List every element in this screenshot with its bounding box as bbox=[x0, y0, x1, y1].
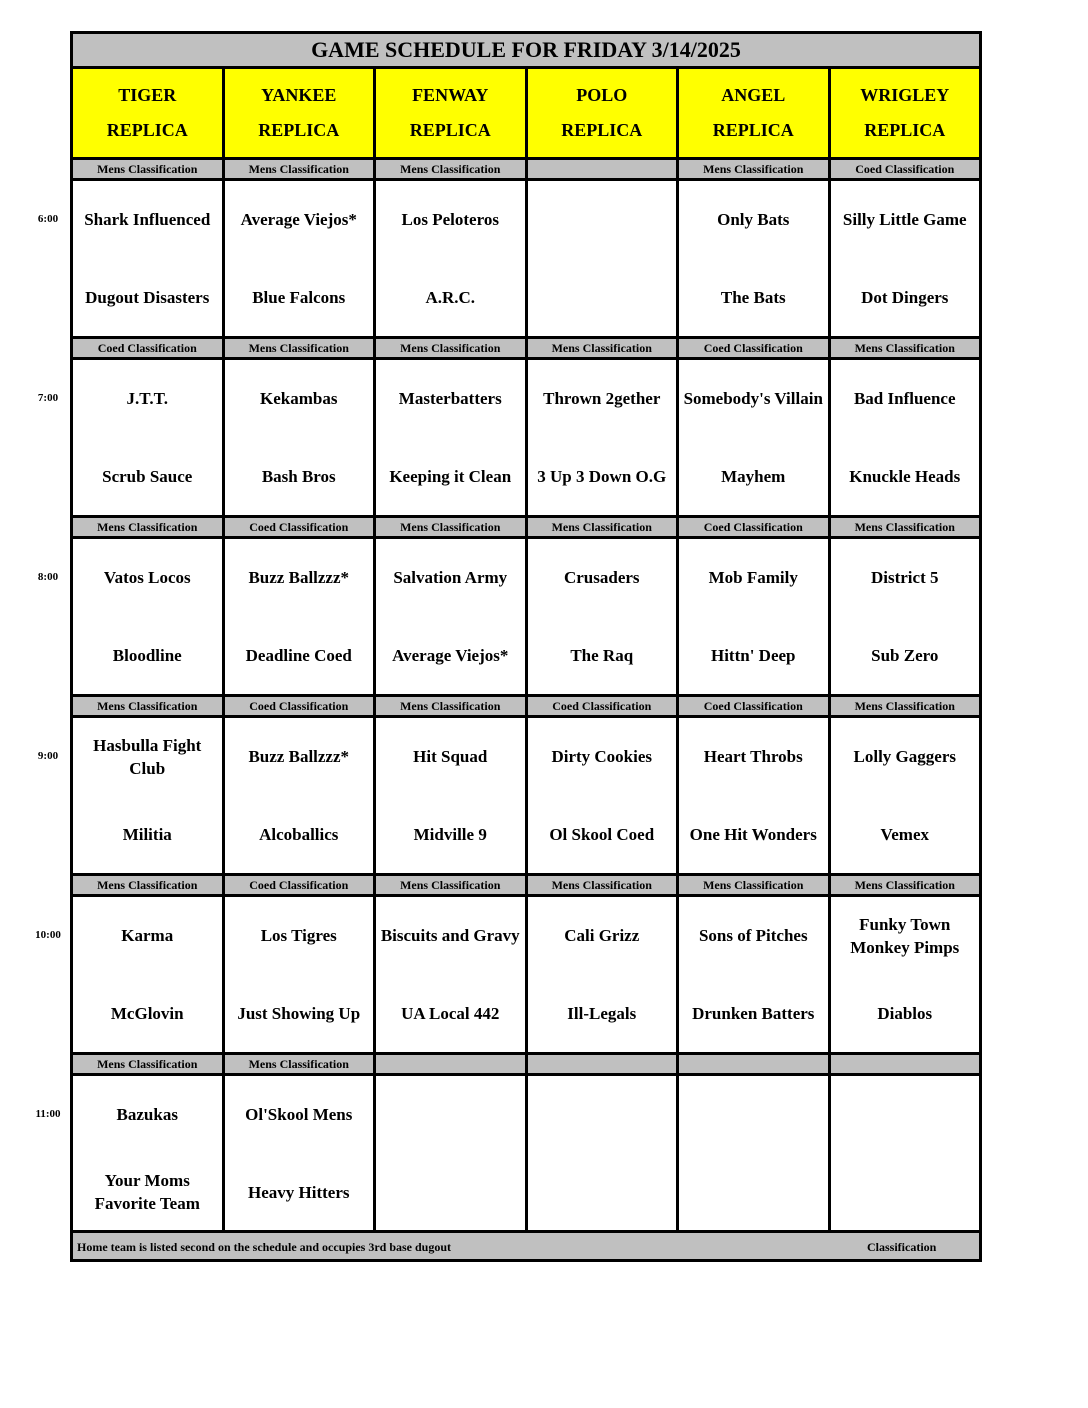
classification-cell: Coed Classification bbox=[225, 697, 377, 715]
time-label: 8:00 bbox=[37, 571, 59, 583]
home-team bbox=[528, 1154, 677, 1232]
game-cell bbox=[73, 897, 225, 1052]
time-label: 6:00 bbox=[37, 213, 59, 225]
classification-cell: Mens Classification bbox=[73, 160, 225, 178]
field-header bbox=[73, 69, 225, 157]
away-team bbox=[679, 1076, 828, 1154]
classification-cell: Mens Classification bbox=[73, 697, 225, 715]
classification-row bbox=[73, 515, 979, 539]
classification-cell bbox=[679, 1055, 831, 1073]
away-team bbox=[528, 181, 677, 259]
games-row bbox=[73, 718, 979, 873]
field-header bbox=[376, 69, 528, 157]
time-slot-block bbox=[73, 157, 979, 336]
away-team: Los Tigres bbox=[260, 926, 337, 946]
home-team bbox=[528, 259, 677, 337]
away-team: Biscuits and Gravy bbox=[380, 926, 520, 946]
game-cell bbox=[528, 1076, 680, 1231]
game-cell bbox=[528, 360, 680, 515]
home-team: Bash Bros bbox=[261, 466, 336, 486]
classification-cell: Mens Classification bbox=[225, 160, 377, 178]
away-team: Ol'Skool Mens bbox=[245, 1105, 353, 1125]
home-team: The Bats bbox=[720, 287, 786, 307]
home-team: Deadline Coed bbox=[245, 645, 352, 665]
field-sub: REPLICA bbox=[712, 120, 794, 140]
away-team bbox=[528, 1076, 677, 1154]
classification-cell: Mens Classification bbox=[831, 697, 980, 715]
away-team: Los Peloteros bbox=[401, 210, 499, 230]
home-team: Ill-Legals bbox=[567, 1003, 637, 1023]
away-team: Bad Influence bbox=[853, 389, 956, 409]
home-team: Alcoballics bbox=[259, 824, 339, 844]
away-team: District 5 bbox=[870, 568, 939, 588]
time-slot-block bbox=[73, 336, 979, 515]
game-cell bbox=[831, 1076, 980, 1231]
away-team: Funky Town Monkey Pimps bbox=[850, 914, 960, 957]
classification-row bbox=[73, 694, 979, 718]
field-header bbox=[831, 69, 980, 157]
field-sub: REPLICA bbox=[561, 120, 643, 140]
home-team: Just Showing Up bbox=[237, 1003, 361, 1023]
time-slot-block bbox=[73, 1052, 979, 1231]
classification-cell: Mens Classification bbox=[376, 339, 528, 357]
game-cell bbox=[679, 1076, 831, 1231]
classification-cell: Coed Classification bbox=[831, 160, 980, 178]
classification-cell: Mens Classification bbox=[73, 876, 225, 894]
games-row bbox=[73, 360, 979, 515]
home-team: Scrub Sauce bbox=[102, 466, 193, 486]
game-cell bbox=[679, 718, 831, 873]
away-team: J.T.T. bbox=[126, 389, 168, 409]
game-cell bbox=[831, 360, 980, 515]
home-team: One Hit Wonders bbox=[689, 824, 817, 844]
game-cell bbox=[376, 897, 528, 1052]
classification-row bbox=[73, 157, 979, 181]
classification-cell bbox=[376, 1055, 528, 1073]
away-team: Dirty Cookies bbox=[551, 747, 653, 767]
field-header bbox=[528, 69, 680, 157]
schedule-title: GAME SCHEDULE FOR FRIDAY 3/14/2025 bbox=[73, 34, 979, 69]
time-slot-block bbox=[73, 873, 979, 1052]
away-team: Sons of Pitches bbox=[698, 926, 808, 946]
field-name: ANGEL bbox=[721, 85, 786, 105]
game-cell bbox=[376, 1076, 528, 1231]
game-cell bbox=[73, 181, 225, 336]
home-team: UA Local 442 bbox=[401, 1003, 500, 1023]
away-team: Masterbatters bbox=[398, 389, 502, 409]
time-label: 10:00 bbox=[35, 929, 61, 941]
away-team: Heart Throbs bbox=[703, 747, 803, 767]
home-team: Knuckle Heads bbox=[849, 466, 961, 486]
away-team: Kekambas bbox=[260, 389, 338, 409]
home-team: Bloodline bbox=[112, 645, 182, 665]
games-row bbox=[73, 181, 979, 336]
game-cell bbox=[679, 181, 831, 336]
schedule-table bbox=[70, 31, 982, 1262]
classification-cell bbox=[528, 160, 680, 178]
away-team: Hit Squad bbox=[413, 747, 488, 767]
home-team bbox=[831, 1154, 980, 1232]
away-team: Mob Family bbox=[708, 568, 798, 588]
home-team bbox=[679, 1154, 828, 1232]
away-team: Vatos Locos bbox=[103, 568, 191, 588]
away-team bbox=[376, 1076, 525, 1154]
classification-cell bbox=[528, 1055, 680, 1073]
classification-cell: Mens Classification bbox=[225, 1055, 377, 1073]
games-row bbox=[73, 897, 979, 1052]
game-cell bbox=[225, 360, 377, 515]
away-team: Shark Influenced bbox=[84, 210, 211, 230]
schedule-footer bbox=[73, 1230, 979, 1259]
home-team: Mayhem bbox=[721, 466, 786, 486]
classification-cell: Coed Classification bbox=[73, 339, 225, 357]
home-team: Drunken Batters bbox=[692, 1003, 815, 1023]
classification-cell: Mens Classification bbox=[73, 518, 225, 536]
away-team: Somebody's Villain bbox=[683, 389, 823, 409]
game-cell bbox=[225, 181, 377, 336]
game-cell bbox=[376, 539, 528, 694]
classification-cell: Mens Classification bbox=[376, 518, 528, 536]
time-label: 9:00 bbox=[37, 750, 59, 762]
game-cell bbox=[73, 718, 225, 873]
field-header bbox=[679, 69, 831, 157]
classification-cell: Coed Classification bbox=[679, 339, 831, 357]
classification-row bbox=[73, 1052, 979, 1076]
home-team: Sub Zero bbox=[871, 645, 939, 665]
classification-row bbox=[73, 336, 979, 360]
field-sub: REPLICA bbox=[258, 120, 340, 140]
classification-cell: Coed Classification bbox=[528, 697, 680, 715]
field-header bbox=[225, 69, 377, 157]
home-team bbox=[376, 1154, 525, 1232]
away-team: Thrown 2gether bbox=[543, 389, 661, 409]
field-sub: REPLICA bbox=[409, 120, 491, 140]
classification-cell: Mens Classification bbox=[528, 876, 680, 894]
classification-cell: Mens Classification bbox=[528, 518, 680, 536]
game-cell bbox=[679, 897, 831, 1052]
game-cell bbox=[528, 718, 680, 873]
home-team: Heavy Hitters bbox=[248, 1182, 350, 1202]
game-cell bbox=[73, 360, 225, 515]
home-team: Dot Dingers bbox=[861, 287, 949, 307]
home-team: A.R.C. bbox=[425, 287, 476, 307]
time-label: 11:00 bbox=[35, 1108, 61, 1120]
home-team: Vemex bbox=[880, 824, 929, 844]
classification-cell: Mens Classification bbox=[679, 160, 831, 178]
time-slot-block bbox=[73, 515, 979, 694]
home-team: 3 Up 3 Down O.G bbox=[537, 466, 667, 486]
away-team: Cali Grizz bbox=[564, 926, 640, 946]
home-team: McGlovin bbox=[110, 1003, 184, 1023]
home-team: Average Viejos* bbox=[392, 645, 509, 665]
classification-cell: Coed Classification bbox=[679, 518, 831, 536]
game-cell bbox=[376, 360, 528, 515]
game-cell bbox=[225, 539, 377, 694]
away-team: Buzz Ballzzz* bbox=[248, 568, 350, 588]
game-cell bbox=[73, 1076, 225, 1231]
time-label: 7:00 bbox=[37, 392, 59, 404]
classification-cell: Mens Classification bbox=[679, 876, 831, 894]
classification-cell: Coed Classification bbox=[225, 876, 377, 894]
field-sub: REPLICA bbox=[864, 120, 946, 140]
game-cell bbox=[225, 718, 377, 873]
game-cell bbox=[679, 360, 831, 515]
footer-note: Home team is listed second on the schedule and occupies 3rd base dugout bbox=[77, 1240, 452, 1254]
away-team: Only Bats bbox=[717, 210, 790, 230]
home-team: Keeping it Clean bbox=[389, 466, 512, 486]
classification-cell: Coed Classification bbox=[225, 518, 377, 536]
home-team: The Raq bbox=[570, 645, 634, 665]
away-team: Crusaders bbox=[563, 568, 640, 588]
classification-cell: Mens Classification bbox=[376, 697, 528, 715]
away-team: Salvation Army bbox=[393, 568, 508, 588]
game-cell bbox=[831, 718, 980, 873]
away-team: Silly Little Game bbox=[842, 210, 967, 230]
classification-cell: Coed Classification bbox=[679, 697, 831, 715]
game-cell bbox=[376, 181, 528, 336]
field-sub: REPLICA bbox=[106, 120, 188, 140]
classification-cell bbox=[831, 1055, 980, 1073]
home-team: Diablos bbox=[877, 1003, 933, 1023]
game-cell bbox=[831, 181, 980, 336]
game-cell bbox=[831, 539, 980, 694]
field-name: FENWAY bbox=[412, 85, 489, 105]
away-team: Buzz Ballzzz* bbox=[248, 747, 350, 767]
game-cell bbox=[528, 181, 680, 336]
game-cell bbox=[225, 897, 377, 1052]
classification-row bbox=[73, 873, 979, 897]
classification-cell: Mens Classification bbox=[831, 339, 980, 357]
away-team: Average Viejos* bbox=[240, 210, 357, 230]
home-team: Blue Falcons bbox=[252, 287, 346, 307]
home-team: Ol Skool Coed bbox=[549, 824, 655, 844]
game-cell bbox=[831, 897, 980, 1052]
game-cell bbox=[679, 539, 831, 694]
game-cell bbox=[376, 718, 528, 873]
home-team: Militia bbox=[122, 824, 172, 844]
field-name: YANKEE bbox=[261, 85, 337, 105]
classification-cell: Mens Classification bbox=[225, 339, 377, 357]
away-team: Hasbulla Fight Club bbox=[93, 735, 202, 778]
classification-cell: Mens Classification bbox=[376, 160, 528, 178]
away-team: Lolly Gaggers bbox=[853, 747, 956, 767]
game-cell bbox=[528, 539, 680, 694]
field-name: TIGER bbox=[118, 85, 177, 105]
classification-cell: Mens Classification bbox=[831, 876, 980, 894]
away-team bbox=[831, 1076, 980, 1154]
field-name: WRIGLEY bbox=[860, 85, 950, 105]
classification-cell: Mens Classification bbox=[831, 518, 980, 536]
game-cell bbox=[73, 539, 225, 694]
home-team: Dugout Disasters bbox=[85, 287, 210, 307]
classification-cell: Mens Classification bbox=[528, 339, 680, 357]
away-team: Karma bbox=[121, 926, 174, 946]
home-team: Hittn' Deep bbox=[710, 645, 796, 665]
games-row bbox=[73, 539, 979, 694]
classification-cell: Mens Classification bbox=[376, 876, 528, 894]
footer-classification-label: Classification bbox=[867, 1240, 937, 1254]
games-row bbox=[73, 1076, 979, 1231]
field-name: POLO bbox=[576, 85, 628, 105]
game-cell bbox=[528, 897, 680, 1052]
game-cell bbox=[225, 1076, 377, 1231]
home-team: Midville 9 bbox=[413, 824, 487, 844]
away-team: Bazukas bbox=[116, 1105, 178, 1125]
home-team: Your Moms Favorite Team bbox=[94, 1171, 200, 1214]
classification-cell: Mens Classification bbox=[73, 1055, 225, 1073]
field-header-row bbox=[73, 69, 979, 157]
time-slot-block bbox=[73, 694, 979, 873]
